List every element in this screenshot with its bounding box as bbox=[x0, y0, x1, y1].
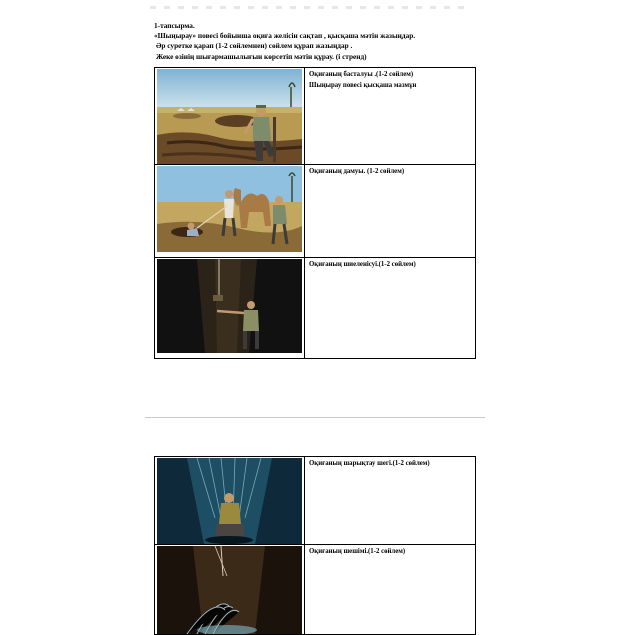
steppe-well-digging-illustration bbox=[157, 69, 302, 164]
trapped-in-well-illustration bbox=[157, 458, 302, 544]
text-cell bbox=[305, 457, 476, 545]
text-cell bbox=[305, 545, 476, 635]
caption-beginning: Оқиғаның басталуы .(1-2 сөйлем) bbox=[309, 71, 414, 78]
table-row bbox=[155, 457, 476, 545]
table-row bbox=[155, 545, 476, 635]
caption-peak: Оқиғаның шарықтау шегі.(1-2 сөйлем) bbox=[309, 460, 430, 467]
image-cell bbox=[155, 68, 305, 165]
text-cell bbox=[305, 68, 476, 165]
caption-beginning-note: Шыңырау повесі қысқаша мазмұн bbox=[309, 82, 417, 89]
table-row bbox=[155, 68, 476, 165]
text-cell bbox=[305, 165, 476, 258]
task-line-3: Жеке өзінің шығармашылығын көрсетіп мәтін құрау. (і стренд) bbox=[156, 51, 367, 61]
page-2 bbox=[0, 419, 627, 627]
caption-resolution: Оқиғаның шешімі.(1-2 сөйлем) bbox=[309, 548, 406, 555]
caption-development: Оқиғаның дамуы. (1-2 сөйлем) bbox=[309, 168, 405, 175]
caption-climax-build: Оқиғаның шиеленісуі.(1-2 сөйлем) bbox=[309, 261, 416, 268]
table-row bbox=[155, 165, 476, 258]
task-line-1: «Шыңырау» повесі бойынша оқиға желісін сақтап , қысқаша мәтін жазыңдар. bbox=[154, 31, 416, 41]
table-row bbox=[155, 258, 476, 359]
task-heading: 1-тапсырма. bbox=[154, 21, 195, 30]
task-line-2: Әр суретке қарап (1-2 сөйлемнен) сөйлем құрап жазыңдар . bbox=[156, 41, 353, 51]
image-cell bbox=[155, 457, 305, 545]
image-cell bbox=[155, 165, 305, 258]
task-instructions bbox=[154, 21, 484, 62]
story-table-part-1 bbox=[154, 67, 476, 359]
story-table-part-2 bbox=[154, 456, 476, 635]
page-divider bbox=[145, 417, 485, 418]
descending-into-well-illustration bbox=[157, 259, 302, 353]
image-cell bbox=[155, 258, 305, 359]
scan-artifact bbox=[150, 6, 470, 9]
camel-pulling-rope-illustration bbox=[157, 166, 302, 252]
well-resolution-illustration bbox=[157, 546, 302, 634]
image-cell bbox=[155, 545, 305, 635]
text-cell bbox=[305, 258, 476, 359]
